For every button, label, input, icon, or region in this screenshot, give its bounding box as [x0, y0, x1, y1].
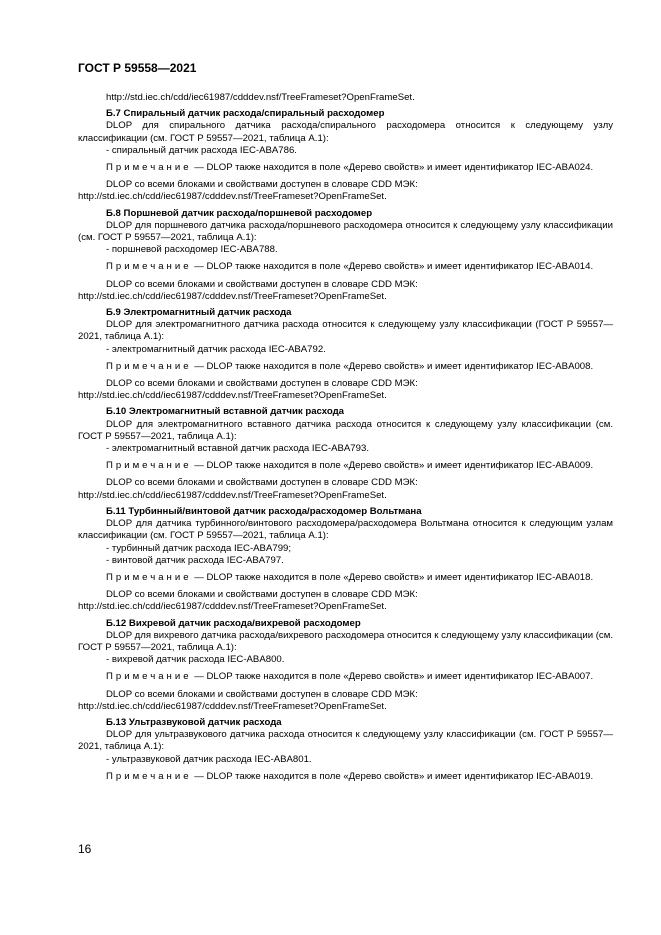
section-b8 [78, 208, 613, 303]
list-item: - электромагнитный вставной датчик расхода IEC-ABA793. [106, 443, 369, 455]
section-body: DLOP для поршневого датчика расхода/поршневого расходомера относится к следующему узлу классификации (см. ГОСТ Р 59557—2021, таблица А.1): [78, 219, 613, 244]
section-b10 [78, 406, 613, 501]
section-b9 [78, 307, 613, 402]
cdd-url: http://std.iec.ch/cdd/iec61987/cdddev.nsf/TreeFrameset?OpenFrameSet. [78, 489, 387, 501]
list-item: - винтовой датчик расхода IEC-ABA797. [106, 554, 284, 566]
note-label: Примечание [106, 261, 192, 273]
note [78, 771, 613, 783]
cdd-text: DLOP со всеми блоками и свойствами доступен в словаре CDD МЭК: [106, 477, 418, 489]
note-text: — DLOP также находится в поле «Дерево свойств» и имеет идентификатор IEC-ABA014. [194, 261, 594, 273]
cdd-text: DLOP со всеми блоками и свойствами доступен в словаре CDD МЭК: [106, 688, 418, 700]
list-item: - вихревой датчик расхода IEC-ABA800. [106, 654, 285, 666]
document-header: ГОСТ Р 59558—2021 [78, 61, 197, 75]
section-body: DLOP для ультразвукового датчика расхода относится к следующему узлу классификации (см. ГОСТ Р 59557—2021, таблица А.1): [78, 729, 613, 753]
section-body: DLOP для вихревого датчика расхода/вихревого расходомера относится к следующему узлу классификации (см. ГОСТ Р 59557—2021, таблица А.1): [78, 629, 613, 653]
note [78, 162, 613, 174]
cdd-text: DLOP со всеми блоками и свойствами доступен в словаре CDD МЭК: [106, 278, 418, 290]
section-heading: Б.11 Турбинный/винтовой датчик расхода/расходомер Вольтмана [106, 505, 422, 517]
section-body: DLOP для спирального датчика расхода/спирального расходомера относится к следующему узлу классификации (см. ГОСТ Р 59557—2021, таблица А.1): [78, 120, 613, 144]
section-body: DLOP для электромагнитного датчика расхода относится к следующему узлу классификации (ГОСТ Р 59557—2021, таблица А.1): [78, 319, 613, 343]
note [78, 671, 613, 683]
note [78, 261, 613, 273]
list-item: - поршневой расходомер IEC-ABA788. [106, 244, 278, 256]
section-heading: Б.10 Электромагнитный вставной датчик расхода [106, 406, 344, 418]
list-item: - ультразвуковой датчик расхода IEC-ABA801. [106, 753, 312, 765]
section-heading: Б.13 Ультразвуковой датчик расхода [106, 716, 282, 728]
cdd-url: http://std.iec.ch/cdd/iec61987/cdddev.nsf/TreeFrameset?OpenFrameSet. [78, 390, 387, 402]
section-b13 [78, 717, 613, 783]
note-text: — DLOP также находится в поле «Дерево свойств» и имеет идентификатор IEC-ABA009. [194, 460, 594, 472]
section-heading: Б.8 Поршневой датчик расхода/поршневой расходомер [106, 207, 373, 219]
section-b7 [78, 108, 613, 203]
list-item: - электромагнитный датчик расхода IEC-ABA792. [106, 343, 326, 355]
cdd-url: http://std.iec.ch/cdd/iec61987/cdddev.nsf/TreeFrameset?OpenFrameSet. [78, 700, 387, 712]
note-text: — DLOP также находится в поле «Дерево свойств» и имеет идентификатор IEC-ABA019. [194, 770, 594, 782]
note [78, 460, 613, 472]
section-body: DLOP для датчика турбинного/винтового расходомера/расходомера Вольтмана относится к следующим узлам классификации (см. ГОСТ Р 59557—2021, таблица А.1): [78, 518, 613, 542]
section-heading: Б.7 Спиральный датчик расхода/спиральный расходомер [106, 108, 385, 120]
note-text: — DLOP также находится в поле «Дерево свойств» и имеет идентификатор IEC-ABA007. [194, 671, 594, 683]
section-heading: Б.9 Электромагнитный датчик расхода [106, 307, 292, 319]
cdd-url: http://std.iec.ch/cdd/iec61987/cdddev.nsf/TreeFrameset?OpenFrameSet. [78, 601, 387, 613]
cdd-text: DLOP со всеми блоками и свойствами доступен в словаре CDD МЭК: [106, 179, 418, 191]
note-label: Примечание [106, 571, 192, 583]
section-b12 [78, 618, 613, 713]
page-number: 16 [78, 842, 92, 856]
note-label: Примечание [106, 671, 192, 683]
note-label: Примечание [106, 360, 192, 372]
section-heading: Б.12 Вихревой датчик расхода/вихревой расходомер [106, 617, 361, 629]
note-text: — DLOP также находится в поле «Дерево свойств» и имеет идентификатор IEC-ABA018. [194, 571, 594, 583]
list-item: - турбинный датчик расхода IEC-ABA799; [106, 542, 292, 554]
cdd-url: http://std.iec.ch/cdd/iec61987/cdddev.nsf/TreeFrameset?OpenFrameSet. [78, 191, 387, 203]
note-label: Примечание [106, 770, 192, 782]
note-label: Примечание [106, 460, 192, 472]
note [78, 361, 613, 373]
section-b11 [78, 506, 613, 614]
cdd-text: DLOP со всеми блоками и свойствами доступен в словаре CDD МЭК: [106, 589, 418, 601]
list-item: - спиральный датчик расхода IEC-ABA786. [106, 144, 297, 156]
note [78, 572, 613, 584]
url-continuation: http://std.iec.ch/cdd/iec61987/cdddev.nsf/TreeFrameset?OpenFrameSet. [106, 92, 415, 103]
cdd-text: DLOP со всеми блоками и свойствами доступен в словаре CDD МЭК: [106, 378, 418, 390]
note-text: — DLOP также находится в поле «Дерево свойств» и имеет идентификатор IEC-ABA024. [194, 162, 594, 174]
note-text: — DLOP также находится в поле «Дерево свойств» и имеет идентификатор IEC-ABA008. [194, 360, 594, 372]
note-label: Примечание [106, 162, 192, 174]
section-body: DLOP для электромагнитного вставного датчика расхода относится к следующему узлу классификации (см. ГОСТ Р 59557—2021, таблица А.1): [78, 418, 613, 442]
cdd-url: http://std.iec.ch/cdd/iec61987/cdddev.nsf/TreeFrameset?OpenFrameSet. [78, 290, 387, 302]
page-content [78, 92, 613, 783]
